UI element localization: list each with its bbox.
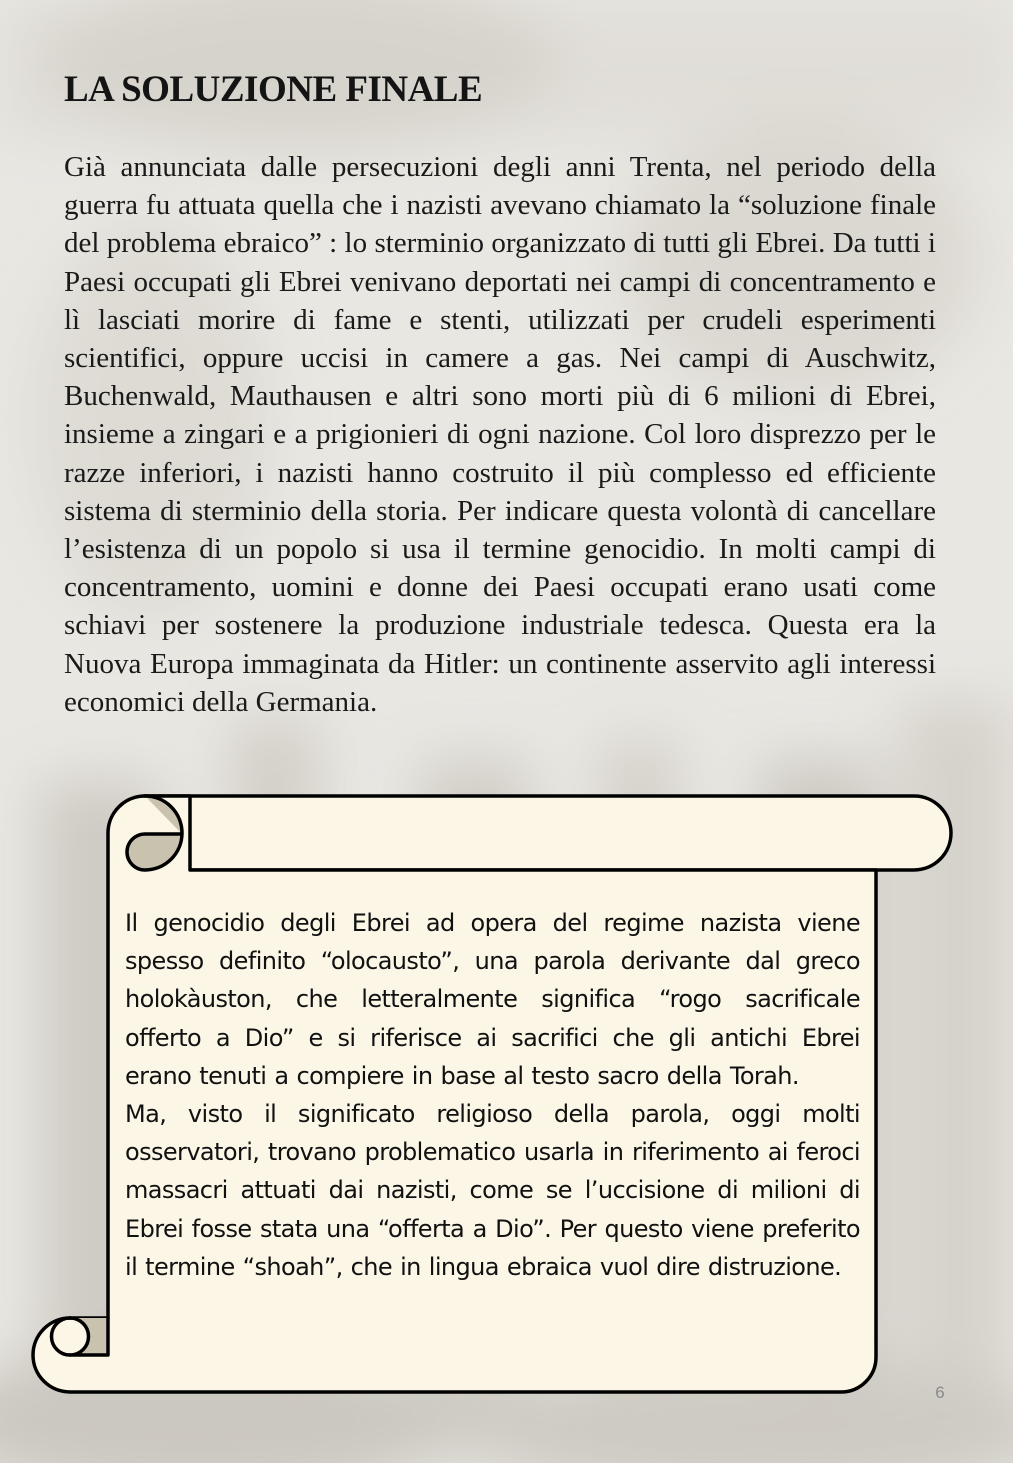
note-paragraph-1: Il genocidio degli Ebrei ad opera del regime nazista viene spesso definito “olocausto”, una parola derivante dal greco holokàuston, che letteralmente significa “rogo sacrificale offerto a Dio” e si riferisce ai sacrifici che gli antichi Ebrei erano tenuti a compiere in base al testo sacro della Torah. — [125, 909, 860, 1090]
note-paragraph-2: Ma, visto il significato religioso della parola, oggi molti osservatori, trovano problematico usarla in riferimento ai feroci massacri attuati dai nazisti, come se l’uccisione di milioni di Ebrei fosse stata una “offerta a Dio”. Per questo viene preferito il termine “shoah”, che in lingua ebraica vuol dire distruzione. — [125, 1100, 860, 1281]
page-number: 6 — [935, 1383, 945, 1402]
scroll-note-text — [125, 904, 860, 1286]
page-title: LA SOLUZIONE FINALE — [64, 69, 483, 110]
scroll-top-band — [144, 796, 951, 870]
main-paragraph: Già annunciata dalle persecuzioni degli anni Trenta, nel periodo della guerra fu attuata quella che i nazisti avevano chiamato la “soluzione finale del problema ebraico” : lo sterminio organizzato di tutti gli Ebrei. Da tutti i Paesi occupati gli Ebrei venivano deportati nei campi di concentramento e lì lasciati morire di fame e stenti, utilizzati per crudeli esperimenti scientifici, oppure uccisi in camere a gas. Nei campi di Auschwitz, Buchenwald, Mauthausen e altri sono morti più di 6 milioni di Ebrei, insieme a zingari e a prigionieri di ogni nazione. Col loro disprezzo per le razze inferiori, i nazisti hanno costruito il più complesso ed efficiente sistema di sterminio della storia. Per indicare questa volontà di cancellare l’esistenza di un popolo si usa il termine genocidio. In molti campi di concentramento, uomini e donne dei Paesi occupati erano usati come schiavi per sostenere la produzione industriale tedesca. Questa era la Nuova Europa immaginata da Hitler: un continente asservito agli interessi economici della Germania. — [64, 151, 936, 718]
